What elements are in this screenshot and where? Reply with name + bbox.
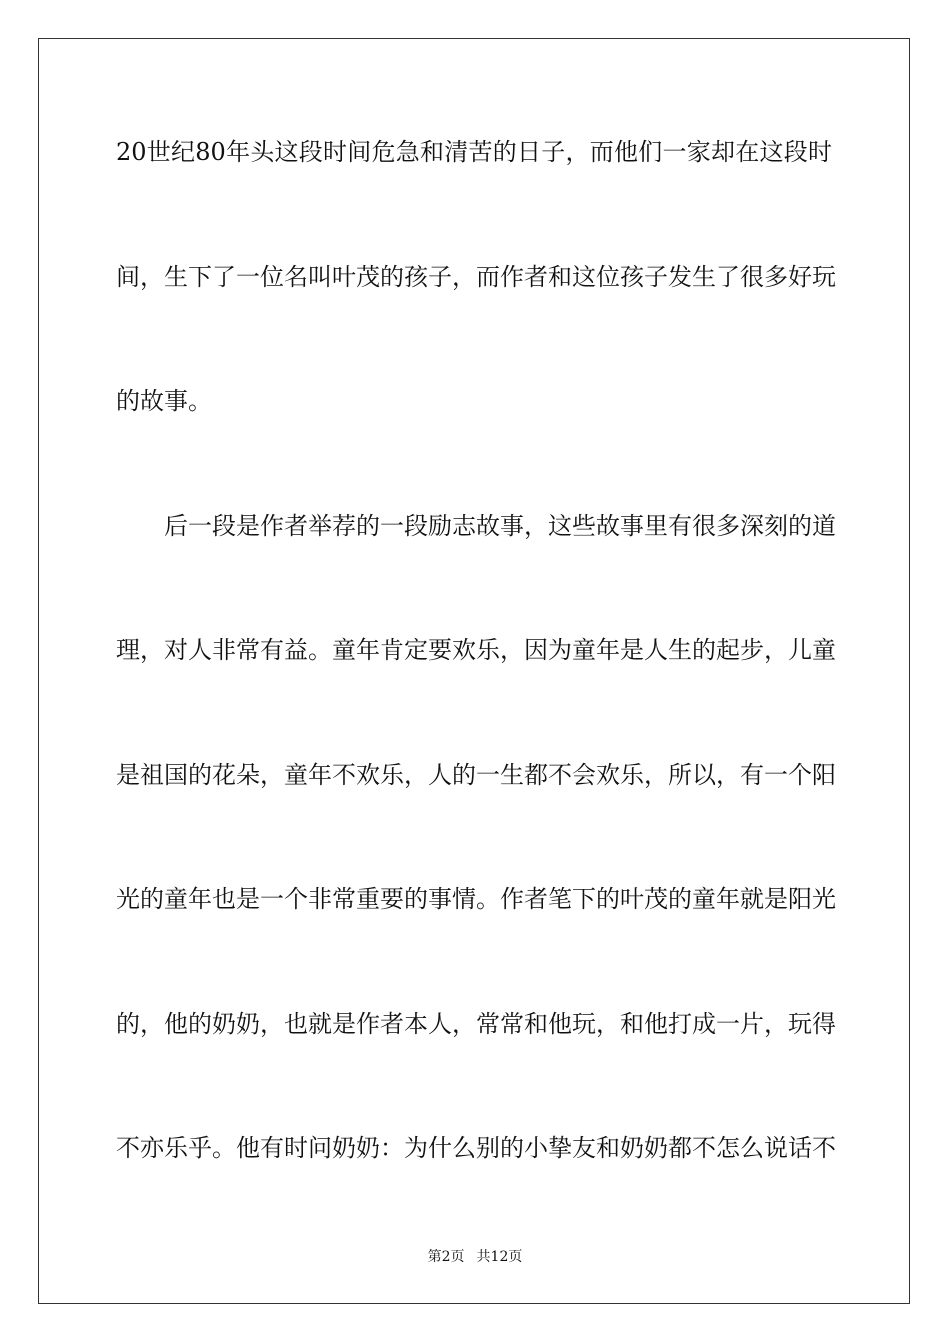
paragraph-line-2: 间，生下了一位名叫叶茂的孩子，而作者和这位孩子发生了很多好玩	[116, 263, 836, 291]
page-border	[38, 38, 910, 1304]
paragraph-line-5: 理，对人非常有益。童年肯定要欢乐，因为童年是人生的起步，儿童	[116, 636, 836, 664]
paragraph-line-9: 不亦乐乎。他有时问奶奶：为什么别的小挚友和奶奶都不怎么说话不	[116, 1134, 836, 1162]
page-footer	[0, 1248, 950, 1266]
page-total: 共12页	[476, 1249, 523, 1265]
paragraph-line-6: 是祖国的花朵，童年不欢乐，人的一生都不会欢乐，所以，有一个阳	[116, 761, 836, 789]
paragraph-line-3: 的故事。	[116, 387, 212, 415]
paragraph-line-1: 20世纪80年头这段时间危急和清苦的日子，而他们一家却在这段时	[116, 138, 832, 166]
paragraph-line-4: 后一段是作者举荐的一段励志故事，这些故事里有很多深刻的道	[164, 512, 836, 540]
paragraph-line-8: 的，他的奶奶，也就是作者本人，常常和他玩，和他打成一片，玩得	[116, 1010, 836, 1038]
page-number: 第2页	[427, 1249, 465, 1265]
paragraph-line-7: 光的童年也是一个非常重要的事情。作者笔下的叶茂的童年就是阳光	[116, 885, 836, 913]
